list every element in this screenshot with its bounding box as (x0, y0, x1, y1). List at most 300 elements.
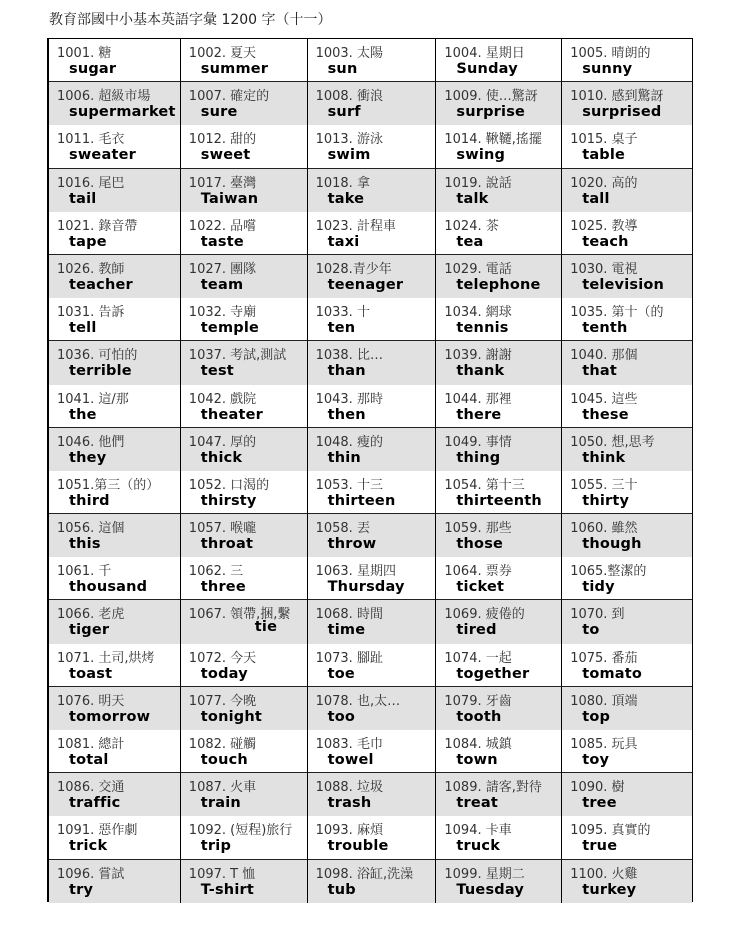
vocab-english-word: tell (69, 320, 97, 337)
vocab-cell (308, 255, 437, 298)
vocab-english-word: think (582, 449, 626, 466)
vocab-english-word: touch (200, 752, 248, 768)
vocab-english-word: those (456, 536, 504, 553)
vocab-cell (562, 816, 692, 859)
table-row (49, 471, 692, 514)
vocab-english-word: thing (456, 449, 501, 466)
vocab-number-meaning: 1084. 城鎮 (444, 737, 512, 752)
table-row (49, 39, 692, 82)
vocab-number-meaning: 1022. 品嚐 (188, 218, 257, 234)
vocab-number-meaning: 1004. 星期日 (444, 46, 525, 61)
vocab-number-meaning: 1091. 惡作劇 (57, 823, 138, 839)
vocab-english-word: sunny (582, 61, 633, 77)
vocab-cell (308, 600, 437, 643)
vocab-number-meaning: 1024. 茶 (444, 218, 499, 234)
vocab-number-meaning: 1030. 電視 (570, 261, 638, 277)
vocab-cell (49, 860, 181, 903)
table-row (49, 644, 692, 687)
vocab-english-word: thirteenth (456, 492, 542, 509)
vocab-cell (181, 169, 308, 212)
vocab-english-word: than (327, 363, 366, 380)
vocab-english-word: take (327, 190, 365, 207)
vocab-english-word: surf (327, 104, 361, 121)
vocab-english-word: ten (327, 320, 356, 337)
vocab-cell (562, 600, 692, 643)
vocab-english-word: tie (254, 619, 278, 636)
vocab-cell (49, 773, 181, 816)
vocab-number-meaning: 1025. 教導 (570, 218, 638, 234)
vocab-cell (562, 471, 692, 514)
vocab-cell (562, 385, 692, 428)
vocab-english-word: today (200, 665, 248, 682)
vocab-english-word: teenager (327, 276, 404, 293)
vocab-english-word: theater (200, 406, 263, 423)
vocab-cell (308, 212, 437, 255)
vocab-english-word: thank (456, 363, 505, 380)
vocab-cell (436, 298, 562, 341)
vocab-cell (436, 255, 562, 298)
vocab-english-word: sweet (200, 147, 251, 164)
vocab-cell (308, 687, 437, 730)
vocab-cell (562, 773, 692, 816)
vocab-number-meaning: 1068. 時間 (315, 607, 383, 623)
vocab-number-meaning: 1049. 事情 (444, 434, 512, 450)
vocab-number-meaning: 1041. 這/那 (57, 391, 129, 407)
vocab-english-word: though (582, 536, 642, 553)
vocab-cell (562, 298, 692, 341)
vocab-cell (436, 644, 562, 687)
vocab-english-word: thirsty (200, 492, 257, 509)
vocab-number-meaning: 1006. 超級市場 (57, 89, 151, 105)
vocab-english-word: total (69, 752, 109, 768)
page-title: 教育部國中小基本英語字彙 1200 字（十一） (49, 12, 332, 28)
vocab-english-word: time (327, 622, 366, 639)
vocab-number-meaning: 1037. 考試,測試 (188, 348, 287, 364)
vocab-english-word: tired (456, 622, 497, 639)
vocab-number-meaning: 1060. 雖然 (570, 521, 638, 537)
vocab-english-word: sun (327, 61, 358, 77)
vocab-number-meaning: 1046. 他們 (57, 434, 125, 450)
vocab-number-meaning: 1033. 十 (315, 305, 370, 321)
table-row (49, 600, 692, 643)
vocab-cell (436, 212, 562, 255)
vocab-english-word: tree (582, 795, 617, 812)
vocab-cell (49, 298, 181, 341)
vocab-number-meaning: 1054. 第十三 (444, 477, 525, 493)
vocab-english-word: trick (69, 838, 108, 855)
vocab-cell (562, 730, 692, 773)
table-row (49, 557, 692, 600)
vocab-cell (436, 341, 562, 384)
vocab-english-word: thousand (69, 579, 148, 596)
vocab-cell (181, 600, 308, 643)
vocab-english-word: true (582, 838, 618, 855)
vocab-english-word: to (582, 622, 600, 639)
vocab-number-meaning: 1062. 三 (188, 564, 244, 580)
table-row (49, 169, 692, 212)
vocab-cell (49, 514, 181, 557)
vocab-english-word: then (327, 406, 366, 423)
vocab-number-meaning: 1099. 星期二 (444, 866, 525, 882)
vocab-number-meaning: 1098. 浴缸,洗澡 (315, 866, 414, 882)
vocab-number-meaning: 1082. 碰觸 (188, 737, 257, 752)
vocab-english-word: tomato (582, 665, 643, 682)
vocab-cell (562, 514, 692, 557)
vocab-english-word: thirty (582, 492, 630, 509)
vocab-number-meaning: 1053. 十三 (315, 477, 383, 493)
vocab-number-meaning: 1059. 那些 (444, 521, 512, 537)
vocab-number-meaning: 1094. 卡車 (444, 823, 512, 839)
vocab-cell (436, 428, 562, 471)
vocab-cell (308, 644, 437, 687)
vocab-english-word: surprised (582, 104, 662, 121)
vocab-number-meaning: 1027. 團隊 (188, 261, 257, 277)
vocab-english-word: sweater (69, 147, 136, 164)
vocab-english-word: turkey (582, 881, 637, 898)
vocab-english-word: town (456, 752, 498, 768)
vocab-number-meaning: 1028.青少年 (315, 261, 392, 277)
vocab-number-meaning: 1069. 疲倦的 (444, 607, 525, 623)
vocab-cell (436, 600, 562, 643)
vocab-number-meaning: 1093. 麻煩 (315, 823, 383, 839)
vocab-english-word: these (582, 406, 629, 423)
vocab-number-meaning: 1070. 到 (570, 607, 625, 623)
vocab-cell (181, 816, 308, 859)
vocab-cell (562, 644, 692, 687)
vocab-english-word: tub (327, 881, 356, 898)
vocab-cell (49, 82, 181, 125)
vocab-number-meaning: 1072. 今天 (188, 650, 257, 666)
vocab-cell (181, 730, 308, 773)
vocab-english-word: tail (69, 190, 97, 207)
vocab-cell (181, 557, 308, 600)
vocab-number-meaning: 1039. 謝謝 (444, 348, 512, 364)
table-row (49, 255, 692, 298)
vocab-english-word: terrible (69, 363, 132, 380)
vocab-number-meaning: 1083. 毛巾 (315, 737, 383, 752)
vocab-number-meaning: 1010. 感到驚訝 (570, 89, 664, 105)
vocab-number-meaning: 1007. 確定的 (188, 89, 270, 105)
vocab-number-meaning: 1005. 晴朗的 (570, 46, 651, 61)
vocab-english-word: sugar (69, 61, 117, 77)
vocab-cell (308, 428, 437, 471)
vocab-english-word: surprise (456, 104, 526, 121)
vocab-number-meaning: 1056. 這個 (57, 521, 125, 537)
vocab-table (47, 38, 693, 902)
vocab-number-meaning: 1029. 電話 (444, 261, 512, 277)
vocab-cell (436, 169, 562, 212)
vocab-cell (308, 471, 437, 514)
vocab-cell (436, 557, 562, 600)
vocab-cell (181, 773, 308, 816)
vocab-english-word: T-shirt (200, 881, 254, 898)
vocab-number-meaning: 1076. 明天 (57, 693, 125, 709)
vocab-english-word: tennis (456, 320, 509, 337)
vocab-number-meaning: 1085. 玩具 (570, 737, 638, 752)
vocab-english-word: taxi (327, 233, 360, 250)
vocab-number-meaning: 1095. 真實的 (570, 823, 651, 839)
vocab-cell (562, 341, 692, 384)
vocab-cell (181, 687, 308, 730)
vocab-number-meaning: 1065.整潔的 (570, 564, 647, 580)
table-row (49, 773, 692, 816)
vocab-number-meaning: 1016. 尾巴 (57, 175, 125, 191)
vocab-english-word: team (200, 276, 244, 293)
vocab-number-meaning: 1014. 鞦韆,搖擺 (444, 132, 542, 148)
vocab-number-meaning: 1021. 錄音帶 (57, 218, 138, 234)
vocab-cell (308, 298, 437, 341)
vocab-english-word: Sunday (456, 61, 518, 77)
vocab-number-meaning: 1015. 桌子 (570, 132, 638, 148)
vocab-cell (49, 644, 181, 687)
vocab-cell (436, 773, 562, 816)
vocab-english-word: sure (200, 104, 238, 121)
vocab-cell (181, 385, 308, 428)
vocab-number-meaning: 1002. 夏天 (188, 46, 257, 61)
vocab-cell (49, 428, 181, 471)
table-row (49, 514, 692, 557)
vocab-cell (562, 39, 692, 82)
vocab-english-word: taste (200, 233, 244, 250)
vocab-number-meaning: 1089. 請客,對待 (444, 780, 542, 796)
vocab-number-meaning: 1055. 三十 (570, 477, 638, 493)
vocab-number-meaning: 1009. 使…驚訝 (444, 89, 538, 105)
vocab-cell (181, 125, 308, 168)
vocab-number-meaning: 1013. 游泳 (315, 132, 383, 148)
vocab-english-word: thirteen (327, 492, 396, 509)
vocab-cell (436, 39, 562, 82)
vocab-number-meaning: 1097. T 恤 (188, 866, 256, 882)
vocab-cell (181, 514, 308, 557)
vocab-english-word: tooth (456, 708, 502, 725)
vocab-cell (436, 816, 562, 859)
vocab-english-word: too (327, 708, 356, 725)
vocab-english-word: the (69, 406, 97, 423)
vocab-english-word: tall (582, 190, 610, 207)
table-row (49, 125, 692, 168)
vocab-cell (562, 860, 692, 903)
vocab-cell (436, 687, 562, 730)
vocab-number-meaning: 1026. 教師 (57, 261, 125, 277)
vocab-cell (49, 39, 181, 82)
vocab-english-word: trash (327, 795, 372, 812)
vocab-number-meaning: 1040. 那個 (570, 348, 638, 364)
vocab-cell (562, 125, 692, 168)
vocab-number-meaning: 1092. (短程)旅行 (188, 823, 293, 839)
vocab-number-meaning: 1057. 喉嚨 (188, 521, 257, 537)
vocab-cell (308, 125, 437, 168)
vocab-number-meaning: 1087. 火車 (188, 780, 257, 796)
vocab-cell (181, 39, 308, 82)
vocab-number-meaning: 1001. 糖 (57, 46, 112, 61)
vocab-english-word: train (200, 795, 241, 812)
table-row (49, 687, 692, 730)
vocab-english-word: there (456, 406, 502, 423)
vocab-number-meaning: 1034. 網球 (444, 305, 512, 321)
vocab-english-word: tape (69, 233, 107, 250)
vocab-english-word: tiger (69, 622, 110, 639)
vocab-english-word: thin (327, 449, 361, 466)
vocab-number-meaning: 1079. 牙齒 (444, 693, 512, 709)
vocab-cell (436, 385, 562, 428)
vocab-english-word: tea (456, 233, 484, 250)
table-row (49, 730, 692, 773)
table-row (49, 298, 692, 341)
vocab-cell (308, 514, 437, 557)
vocab-number-meaning: 1023. 計程車 (315, 218, 396, 234)
vocab-cell (436, 860, 562, 903)
table-row (49, 428, 692, 471)
vocab-english-word: television (582, 276, 665, 293)
vocab-number-meaning: 1096. 嘗試 (57, 866, 125, 882)
vocab-number-meaning: 1078. 也,太… (315, 693, 401, 709)
vocab-cell (562, 557, 692, 600)
vocab-cell (49, 557, 181, 600)
vocab-english-word: trip (200, 838, 232, 855)
vocab-english-word: tomorrow (69, 708, 151, 725)
vocab-cell (308, 385, 437, 428)
vocab-number-meaning: 1080. 頂端 (570, 693, 638, 709)
vocab-english-word: traffic (69, 795, 121, 812)
vocab-cell (308, 730, 437, 773)
vocab-number-meaning: 1032. 寺廟 (188, 305, 257, 321)
vocab-number-meaning: 1066. 老虎 (57, 607, 125, 623)
table-row (49, 82, 692, 125)
vocab-english-word: third (69, 492, 110, 509)
vocab-number-meaning: 1043. 那時 (315, 391, 383, 407)
vocab-number-meaning: 1020. 高的 (570, 175, 638, 191)
vocab-cell (49, 385, 181, 428)
vocab-cell (49, 816, 181, 859)
vocab-english-word: teacher (69, 276, 133, 293)
vocab-english-word: swim (327, 147, 371, 164)
vocab-cell (181, 255, 308, 298)
vocab-english-word: thick (200, 449, 243, 466)
table-row (49, 212, 692, 255)
vocab-cell (308, 557, 437, 600)
vocab-english-word: try (69, 881, 94, 898)
vocab-cell (308, 773, 437, 816)
vocab-english-word: throw (327, 536, 377, 553)
vocab-cell (181, 644, 308, 687)
vocab-cell (181, 298, 308, 341)
table-row (49, 385, 692, 428)
vocab-english-word: talk (456, 190, 489, 207)
vocab-number-meaning: 1071. 土司,烘烤 (57, 650, 155, 666)
vocab-english-word: truck (456, 838, 501, 855)
vocab-cell (181, 428, 308, 471)
vocab-number-meaning: 1073. 腳趾 (315, 650, 383, 666)
vocab-english-word: test (200, 363, 234, 380)
vocab-english-word: tenth (582, 320, 628, 337)
vocab-number-meaning: 1086. 交通 (57, 780, 125, 796)
vocab-number-meaning: 1058. 丟 (315, 521, 370, 537)
vocab-number-meaning: 1081. 總計 (57, 737, 125, 752)
vocab-number-meaning: 1017. 臺灣 (188, 175, 257, 191)
vocab-number-meaning: 1036. 可怕的 (57, 348, 138, 364)
vocab-cell (49, 169, 181, 212)
vocab-cell (308, 341, 437, 384)
vocab-number-meaning: 1100. 火雞 (570, 866, 638, 882)
table-row (49, 860, 692, 903)
vocab-cell (308, 860, 437, 903)
vocab-english-word: ticket (456, 579, 505, 596)
vocab-number-meaning: 1045. 這些 (570, 391, 638, 407)
vocab-cell (308, 82, 437, 125)
vocab-english-word: swing (456, 147, 506, 164)
vocab-cell (436, 82, 562, 125)
vocab-english-word: together (456, 665, 530, 682)
vocab-english-word: supermarket (69, 104, 176, 121)
vocab-english-word: temple (200, 320, 260, 337)
vocab-english-word: this (69, 536, 101, 553)
vocab-number-meaning: 1048. 瘦的 (315, 434, 383, 450)
vocab-cell (562, 169, 692, 212)
vocab-cell (562, 255, 692, 298)
vocab-english-word: tonight (200, 708, 263, 725)
vocab-english-word: towel (327, 752, 374, 768)
vocab-cell (436, 125, 562, 168)
vocab-english-word: table (582, 147, 626, 164)
vocab-number-meaning: 1075. 番茄 (570, 650, 638, 666)
vocab-english-word: trouble (327, 838, 389, 855)
vocab-cell (562, 687, 692, 730)
vocab-number-meaning: 1063. 星期四 (315, 564, 396, 580)
vocab-english-word: summer (200, 61, 269, 77)
vocab-number-meaning: 1044. 那裡 (444, 391, 512, 407)
vocab-cell (562, 212, 692, 255)
vocab-cell (181, 341, 308, 384)
vocab-cell (49, 730, 181, 773)
vocab-english-word: top (582, 708, 611, 725)
vocab-number-meaning: 1088. 垃圾 (315, 780, 383, 796)
vocab-english-word: that (582, 363, 617, 380)
vocab-number-meaning: 1035. 第十（的 (570, 305, 664, 321)
vocab-english-word: tidy (582, 579, 615, 596)
vocab-cell (436, 730, 562, 773)
vocab-number-meaning: 1067. 領帶,捆,繫 (188, 607, 291, 623)
vocab-number-meaning: 1003. 太陽 (315, 46, 383, 61)
vocab-number-meaning: 1011. 毛衣 (57, 132, 125, 148)
vocab-number-meaning: 1090. 樹 (570, 780, 625, 796)
vocab-cell (308, 816, 437, 859)
vocab-cell (181, 471, 308, 514)
vocab-number-meaning: 1012. 甜的 (188, 132, 257, 148)
vocab-cell (49, 341, 181, 384)
vocab-number-meaning: 1008. 衝浪 (315, 89, 383, 105)
vocab-number-meaning: 1038. 比… (315, 348, 383, 364)
vocab-cell (49, 687, 181, 730)
vocab-english-word: toast (69, 665, 113, 682)
vocab-english-word: Thursday (327, 579, 405, 596)
vocab-cell (436, 514, 562, 557)
vocab-english-word: toy (582, 752, 610, 768)
vocab-cell (49, 600, 181, 643)
vocab-cell (181, 212, 308, 255)
vocab-number-meaning: 1077. 今晚 (188, 693, 257, 709)
vocab-english-word: they (69, 449, 107, 466)
vocab-cell (49, 125, 181, 168)
vocab-cell (562, 428, 692, 471)
vocab-english-word: toe (327, 665, 355, 682)
vocab-cell (181, 82, 308, 125)
vocab-english-word: treat (456, 795, 499, 812)
vocab-cell (308, 39, 437, 82)
vocab-number-meaning: 1019. 說話 (444, 175, 512, 191)
vocab-number-meaning: 1018. 拿 (315, 175, 370, 191)
vocab-number-meaning: 1031. 告訴 (57, 305, 125, 321)
vocab-cell (562, 82, 692, 125)
